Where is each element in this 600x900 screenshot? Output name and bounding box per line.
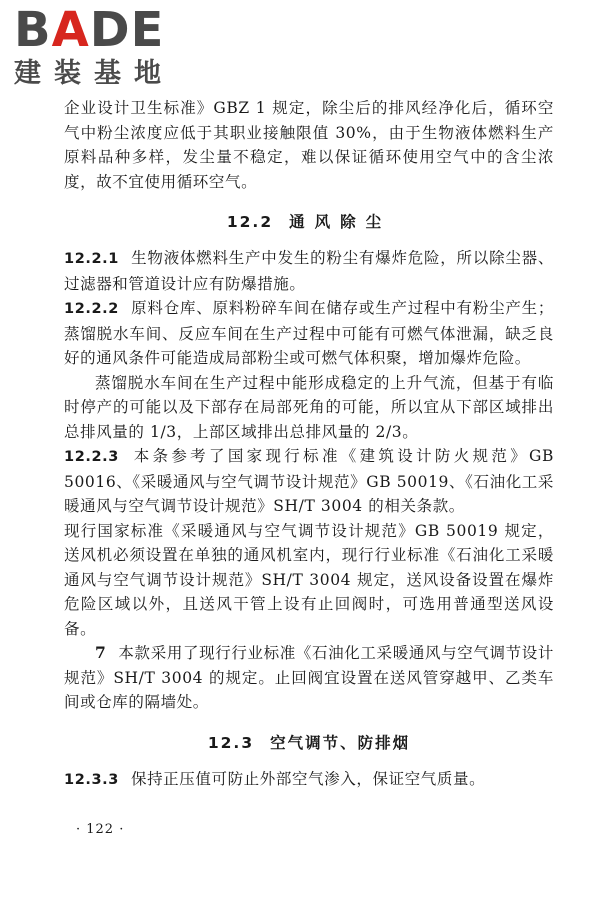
intro-paragraph: 企业设计卫生标准》GBZ 1 规定，除尘后的排风经净化后，循环空气中粉尘浓度应低于其职业接触限值 30%，由于生物液体燃料生产原料品种多样，发尘量不稳定，难以保证循环使用空气中的含尘浓度，故不宜使用循环空气。: [64, 99, 554, 191]
clause-number: 12.2.3: [64, 449, 119, 465]
clause-number: 12.3.3: [64, 771, 119, 788]
clause-number: 12.2.2: [64, 301, 119, 317]
logo-subtitle: 建装基地: [14, 58, 174, 89]
clause-12-3-3: 12.3.3 保持正压值可防止外部空气渗入，保证空气质量。: [64, 769, 486, 788]
clause-12-2-3: 12.2.3 本条参考了国家现行标准《建筑设计防火规范》GB 50016、《采暖通风与空气调节设计规范》GB 50019、《石油化工采暖通风与空气调节设计规范》SH/T 3004 的相关条款。: [64, 447, 554, 515]
clause-number: 12.2.1: [64, 251, 119, 267]
paragraph-standards: 现行国家标准《采暖通风与空气调节设计规范》GB 50019 规定，送风机必须设置在单独的通风机室内，现行行业标准《石油化工采暖通风与空气调节设计规范》SH/T 3004 规定，送风设备设置在爆炸危险区域以外，且送风干管上设有止回阀时，可选用普通型送风设备。: [64, 521, 554, 638]
item-7: 7 本款采用了现行行业标准《石油化工采暖通风与空气调节设计规范》SH/T 3004 的规定。止回阀宜设置在送风管穿越甲、乙类车间或仓库的隔墙处。: [64, 643, 554, 711]
section-heading-12-3: 12.3 空气调节、防排烟: [207, 733, 411, 752]
section-heading-12-2: 12.2 通风除尘: [226, 213, 392, 231]
logo-wordmark: BADE: [14, 2, 165, 58]
clause-12-2-2: 12.2.2 原料仓库、原料粉碎车间在储存或生产过程中有粉尘产生；蒸馏脱水车间、反应车间在生产过程中可能有可燃气体泄漏，缺乏良好的通风条件可能造成局部粉尘或可燃气体积聚，增加爆炸危险。: [64, 299, 554, 367]
document-body: [64, 96, 554, 792]
clause-12-2-1: 12.2.1 生物液体燃料生产中发生的粉尘有爆炸危险，所以除尘器、过滤器和管道设计应有防爆措施。: [64, 249, 554, 293]
paragraph-airflow: 蒸馏脱水车间在生产过程中能形成稳定的上升气流，但基于有临时停产的可能以及下部存在局部死角的可能，所以宜从下部区域排出总排风量的 1/3，上部区域排出总排风量的 2/3。: [64, 373, 554, 441]
brand-logo: [14, 2, 184, 90]
page-number: · 122 ·: [76, 822, 125, 837]
logo-accent-letter: A: [51, 2, 90, 58]
item-number: 7: [95, 643, 107, 662]
